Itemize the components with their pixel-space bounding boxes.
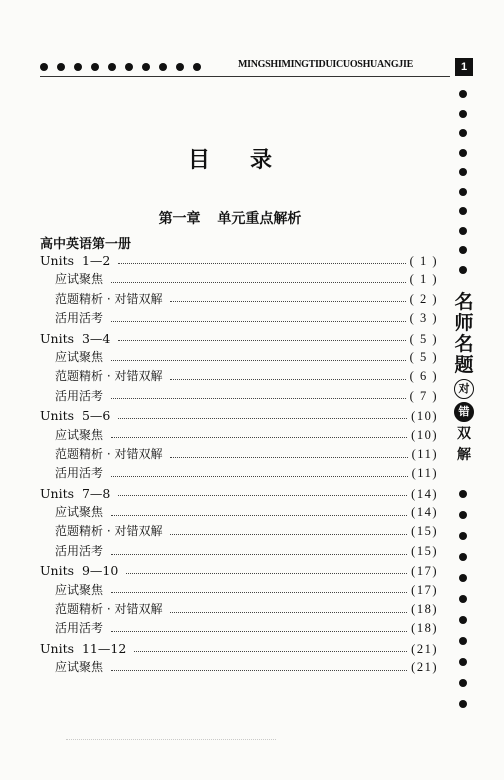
header-dot [142, 63, 150, 71]
toc-dot-leader [111, 359, 406, 361]
toc-unit-entry [40, 329, 438, 348]
side-dot [459, 490, 467, 498]
toc-unit-entry [40, 406, 438, 425]
side-circled-char-outline: 对 [454, 379, 474, 399]
toc-entry-page: (14) [411, 505, 438, 520]
toc-dot-leader [111, 281, 406, 283]
page-title: 目录 [187, 148, 312, 173]
toc-dot-leader [170, 456, 407, 458]
toc-entry-page: (11) [411, 466, 438, 481]
toc-entry-page: ( 2 ) [409, 291, 438, 306]
toc-unit-entry [40, 639, 438, 658]
toc-dot-leader [111, 397, 406, 399]
side-vertical-title [452, 292, 476, 465]
toc-entry-page: (18) [411, 621, 438, 636]
toc-entry-label: Units 5—6 [40, 408, 111, 424]
toc-entry-page: ( 1 ) [409, 254, 438, 268]
toc-dot-leader [111, 436, 407, 438]
toc-entry-label: 范题精析 · 对错双解 [55, 369, 163, 384]
toc-section-entry [40, 426, 438, 445]
toc-dot-leader [170, 533, 407, 535]
toc-dot-leader [111, 630, 407, 632]
toc-dot-leader [134, 650, 407, 652]
side-dot [459, 110, 467, 118]
toc-dot-leader [111, 591, 407, 593]
side-dot [459, 129, 467, 137]
toc-unit-entry [40, 561, 438, 580]
toc-entry-page: (21) [411, 641, 438, 656]
side-char-5: 双 [457, 426, 471, 442]
toc-entry-label: 范题精析 · 对错双解 [55, 602, 163, 617]
side-dot [459, 658, 467, 666]
toc-entry-label: 活用活考 [55, 543, 104, 558]
table-of-contents [40, 251, 438, 678]
toc-section-entry [40, 309, 438, 328]
side-dot [459, 574, 467, 582]
header-dot [40, 63, 48, 71]
side-char-2: 师 [454, 312, 474, 334]
side-dot [459, 207, 467, 215]
toc-entry-page: ( 3 ) [409, 311, 438, 326]
side-dot [459, 532, 467, 540]
side-dot [459, 553, 467, 561]
side-dot [459, 679, 467, 687]
toc-dot-leader [111, 320, 406, 322]
toc-dot-leader [111, 475, 408, 477]
toc-entry-label: Units 1—2 [40, 253, 111, 268]
side-dots-top [459, 90, 467, 274]
toc-dot-leader [170, 378, 405, 380]
side-dot [459, 511, 467, 519]
side-dot [459, 700, 467, 708]
header-dot-row [40, 63, 201, 71]
header-dot [91, 63, 99, 71]
toc-entry-label: Units 3—4 [40, 330, 111, 346]
side-char-4: 题 [454, 354, 474, 376]
toc-dot-leader [170, 300, 405, 302]
toc-section-entry [40, 270, 438, 289]
side-dot [459, 246, 467, 254]
side-dot [459, 637, 467, 645]
toc-section-entry [40, 445, 438, 464]
side-circled-char-filled: 错 [454, 402, 474, 422]
toc-entry-label: 应试聚焦 [55, 349, 104, 364]
toc-dot-leader [118, 339, 405, 341]
toc-section-entry [40, 542, 438, 561]
toc-entry-page: (17) [411, 582, 438, 597]
toc-section-entry [40, 290, 438, 309]
toc-entry-label: 活用活考 [55, 388, 104, 403]
header-dot [159, 63, 167, 71]
side-char-1: 名 [454, 291, 474, 313]
toc-entry-label: 活用活考 [55, 621, 104, 636]
header-dot [193, 63, 201, 71]
toc-entry-label: 范题精析 · 对错双解 [55, 446, 163, 461]
toc-section-entry [40, 619, 438, 638]
side-dot [459, 227, 467, 235]
toc-section-entry [40, 464, 438, 483]
toc-section-entry [40, 367, 438, 386]
toc-entry-label: Units 9—10 [40, 563, 119, 579]
toc-entry-label: 范题精析 · 对错双解 [55, 524, 163, 539]
toc-section-entry [40, 348, 438, 367]
toc-section-entry [40, 522, 438, 541]
toc-entry-page: ( 5 ) [409, 349, 438, 364]
toc-entry-page: ( 7 ) [409, 388, 438, 403]
side-dot [459, 595, 467, 603]
header-dot [108, 63, 116, 71]
header-dot [176, 63, 184, 71]
toc-unit-entry [40, 251, 438, 270]
toc-entry-page: (10) [411, 409, 438, 424]
side-dots-bottom [459, 490, 467, 708]
header-dot [74, 63, 82, 71]
toc-entry-label: Units 7—8 [40, 485, 111, 501]
toc-section-entry [40, 503, 438, 522]
toc-entry-page: (10) [411, 427, 438, 442]
toc-entry-label: 应试聚焦 [55, 272, 104, 287]
toc-unit-entry [40, 484, 438, 503]
scan-smudge [66, 739, 276, 742]
side-char-6: 解 [457, 447, 471, 463]
toc-entry-label: 应试聚焦 [55, 427, 104, 442]
page-number-badge: 1 [455, 58, 473, 76]
toc-entry-page: (21) [411, 660, 438, 675]
toc-entry-page: (17) [411, 564, 438, 579]
toc-section-entry [40, 581, 438, 600]
toc-dot-leader [111, 514, 407, 516]
toc-dot-leader [118, 262, 405, 264]
running-title: MINGSHIMINGTIDUICUOSHUANGJIE [238, 59, 413, 70]
side-dot [459, 188, 467, 196]
toc-section-entry [40, 658, 438, 677]
toc-entry-label: 应试聚焦 [55, 505, 104, 520]
toc-entry-label: 活用活考 [55, 466, 104, 481]
side-dot [459, 616, 467, 624]
toc-entry-label: Units 11—12 [40, 640, 127, 656]
toc-dot-leader [111, 553, 407, 555]
header-dot [125, 63, 133, 71]
toc-entry-page: ( 6 ) [409, 369, 438, 384]
toc-dot-leader [170, 611, 407, 613]
toc-entry-page: (18) [411, 602, 438, 617]
toc-entry-page: ( 5 ) [409, 331, 438, 346]
toc-dot-leader [118, 494, 407, 496]
side-dot [459, 168, 467, 176]
chapter-title: 第一章 单元重点解析 [158, 211, 302, 227]
toc-section-entry [40, 387, 438, 406]
book-title: 高中英语第一册 [40, 237, 132, 252]
toc-entry-page: (15) [411, 543, 438, 558]
toc-entry-page: (14) [411, 486, 438, 501]
toc-dot-leader [118, 417, 407, 419]
side-dot [459, 149, 467, 157]
toc-entry-page: ( 1 ) [409, 272, 438, 287]
toc-entry-label: 活用活考 [55, 311, 104, 326]
toc-entry-label: 范题精析 · 对错双解 [55, 291, 163, 306]
side-dot [459, 90, 467, 98]
header-dot [57, 63, 65, 71]
side-char-3: 名 [454, 333, 474, 355]
toc-dot-leader [126, 572, 407, 574]
toc-entry-label: 应试聚焦 [55, 660, 104, 675]
toc-entry-page: (15) [411, 524, 438, 539]
toc-section-entry [40, 600, 438, 619]
toc-dot-leader [111, 669, 407, 671]
toc-entry-label: 应试聚焦 [55, 582, 104, 597]
side-dot [459, 266, 467, 274]
header-rule [40, 76, 450, 77]
toc-entry-page: (11) [411, 446, 438, 461]
